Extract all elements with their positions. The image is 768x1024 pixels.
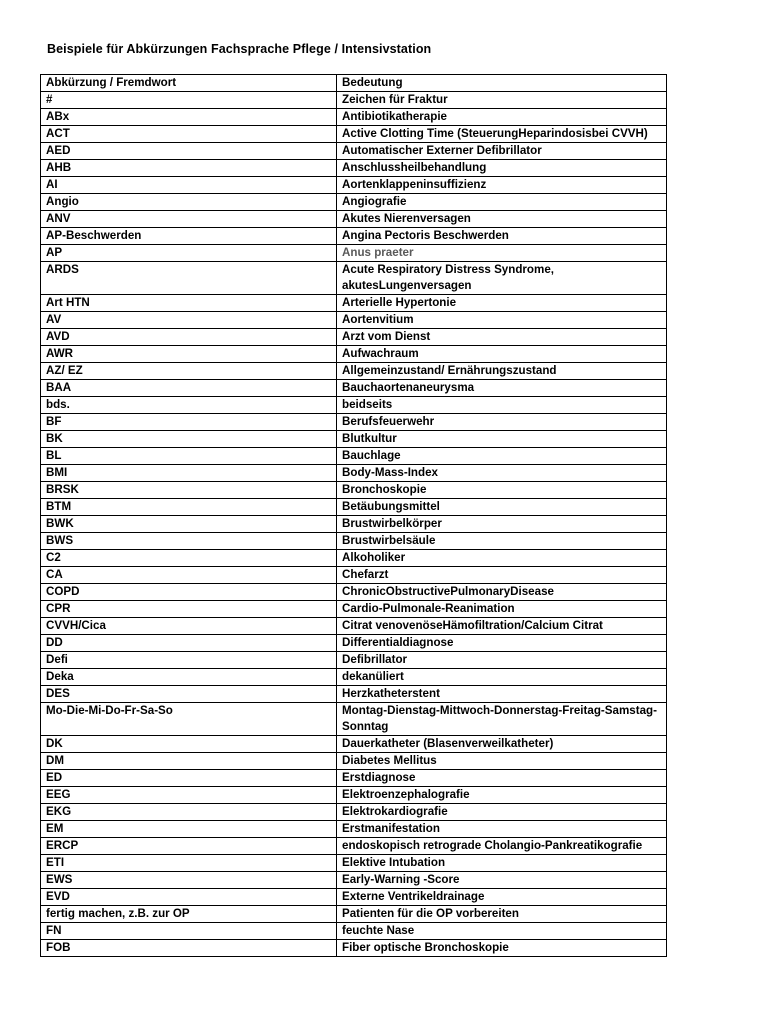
table-row xyxy=(41,618,667,635)
meaning-cell: Allgemeinzustand/ Ernährungszustand xyxy=(337,363,667,380)
abbreviation-cell: CA xyxy=(41,567,337,584)
abbreviation-cell: ED xyxy=(41,770,337,787)
abbreviation-cell: ARDS xyxy=(41,262,337,295)
meaning-cell: Brustwirbelkörper xyxy=(337,516,667,533)
meaning-cell: ChronicObstructivePulmonaryDisease xyxy=(337,584,667,601)
abbreviation-cell: BAA xyxy=(41,380,337,397)
meaning-cell: Herzkatheterstent xyxy=(337,686,667,703)
meaning-cell: Akutes Nierenversagen xyxy=(337,211,667,228)
table-row xyxy=(41,211,667,228)
abbreviation-cell: EVD xyxy=(41,889,337,906)
meaning-cell: Active Clotting Time (SteuerungHeparindosisbei CVVH) xyxy=(337,126,667,143)
table-row xyxy=(41,703,667,736)
abbreviation-cell: COPD xyxy=(41,584,337,601)
abbreviation-cell: AP xyxy=(41,245,337,262)
abbreviation-cell: FN xyxy=(41,923,337,940)
table-row xyxy=(41,872,667,889)
meaning-cell: Differentialdiagnose xyxy=(337,635,667,652)
table-row xyxy=(41,533,667,550)
abbreviation-cell: AV xyxy=(41,312,337,329)
meaning-cell: Patienten für die OP vorbereiten xyxy=(337,906,667,923)
table-row xyxy=(41,567,667,584)
table-row xyxy=(41,736,667,753)
table-row xyxy=(41,889,667,906)
table-row xyxy=(41,160,667,177)
meaning-cell: dekanüliert xyxy=(337,669,667,686)
abbreviation-cell: EKG xyxy=(41,804,337,821)
abbreviation-cell: Art HTN xyxy=(41,295,337,312)
meaning-cell: Bauchlage xyxy=(337,448,667,465)
table-row xyxy=(41,652,667,669)
meaning-cell: Body-Mass-Index xyxy=(337,465,667,482)
meaning-cell: Elektive Intubation xyxy=(337,855,667,872)
abbreviation-cell: BRSK xyxy=(41,482,337,499)
table-row xyxy=(41,177,667,194)
table-row xyxy=(41,312,667,329)
abbreviation-cell: AED xyxy=(41,143,337,160)
abbreviation-cell: ABx xyxy=(41,109,337,126)
abbreviation-cell: EEG xyxy=(41,787,337,804)
meaning-cell: Chefarzt xyxy=(337,567,667,584)
abbreviation-cell: bds. xyxy=(41,397,337,414)
abbreviation-cell: BMI xyxy=(41,465,337,482)
abbreviation-cell: EWS xyxy=(41,872,337,889)
table-row xyxy=(41,753,667,770)
abbreviation-cell: DM xyxy=(41,753,337,770)
table-header-row xyxy=(41,75,667,92)
meaning-cell: Dauerkatheter (Blasenverweilkatheter) xyxy=(337,736,667,753)
abbreviation-cell: FOB xyxy=(41,940,337,957)
meaning-cell: Fiber optische Bronchoskopie xyxy=(337,940,667,957)
abbreviation-cell: ACT xyxy=(41,126,337,143)
table-row xyxy=(41,228,667,245)
meaning-cell: Blutkultur xyxy=(337,431,667,448)
table-row xyxy=(41,550,667,567)
meaning-cell: Angina Pectoris Beschwerden xyxy=(337,228,667,245)
meaning-cell: Elektroenzephalografie xyxy=(337,787,667,804)
meaning-cell: Brustwirbelsäule xyxy=(337,533,667,550)
abbreviation-cell: BWS xyxy=(41,533,337,550)
table-row xyxy=(41,414,667,431)
meaning-cell: Erstdiagnose xyxy=(337,770,667,787)
meaning-cell: Diabetes Mellitus xyxy=(337,753,667,770)
meaning-cell: Aufwachraum xyxy=(337,346,667,363)
meaning-cell: Aortenvitium xyxy=(337,312,667,329)
abbreviation-cell: AZ/ EZ xyxy=(41,363,337,380)
meaning-cell: Externe Ventrikeldrainage xyxy=(337,889,667,906)
table-row xyxy=(41,635,667,652)
table-row xyxy=(41,516,667,533)
abbreviation-cell: AVD xyxy=(41,329,337,346)
table-row xyxy=(41,499,667,516)
table-row xyxy=(41,92,667,109)
meaning-cell: Anschlussheilbehandlung xyxy=(337,160,667,177)
meaning-cell: Betäubungsmittel xyxy=(337,499,667,516)
abbreviation-cell: BK xyxy=(41,431,337,448)
meaning-cell: Aortenklappeninsuffizienz xyxy=(337,177,667,194)
meaning-cell: Arterielle Hypertonie xyxy=(337,295,667,312)
meaning-cell: endoskopisch retrograde Cholangio-Pankreatikografie xyxy=(337,838,667,855)
meaning-cell: Automatischer Externer Defibrillator xyxy=(337,143,667,160)
abbreviation-cell: AI xyxy=(41,177,337,194)
abbreviation-cell: CVVH/Cica xyxy=(41,618,337,635)
table-row xyxy=(41,669,667,686)
table-row xyxy=(41,838,667,855)
meaning-cell: Bauchaortenaneurysma xyxy=(337,380,667,397)
table-row xyxy=(41,821,667,838)
meaning-cell: Berufsfeuerwehr xyxy=(337,414,667,431)
table-row xyxy=(41,295,667,312)
abbreviation-cell: C2 xyxy=(41,550,337,567)
abbreviation-cell: BL xyxy=(41,448,337,465)
meaning-cell: beidseits xyxy=(337,397,667,414)
meaning-cell: Bronchoskopie xyxy=(337,482,667,499)
table-row xyxy=(41,126,667,143)
meaning-cell: Angiografie xyxy=(337,194,667,211)
abbreviation-cell: Defi xyxy=(41,652,337,669)
abbreviation-cell: EM xyxy=(41,821,337,838)
abbreviation-cell: CPR xyxy=(41,601,337,618)
table-row xyxy=(41,363,667,380)
abbreviation-cell: # xyxy=(41,92,337,109)
table-row xyxy=(41,906,667,923)
meaning-cell: Arzt vom Dienst xyxy=(337,329,667,346)
abbreviation-cell: Angio xyxy=(41,194,337,211)
abbreviation-cell: DK xyxy=(41,736,337,753)
meaning-cell: Zeichen für Fraktur xyxy=(337,92,667,109)
table-row xyxy=(41,770,667,787)
table-row xyxy=(41,465,667,482)
meaning-cell: Erstmanifestation xyxy=(337,821,667,838)
abbreviation-cell: fertig machen, z.B. zur OP xyxy=(41,906,337,923)
abbreviation-cell: BTM xyxy=(41,499,337,516)
table-row xyxy=(41,855,667,872)
table-row xyxy=(41,601,667,618)
column-header-meaning: Bedeutung xyxy=(337,75,667,92)
abbreviation-cell: DES xyxy=(41,686,337,703)
table-row xyxy=(41,346,667,363)
meaning-cell: Defibrillator xyxy=(337,652,667,669)
table-row xyxy=(41,940,667,957)
abbreviation-table xyxy=(40,74,667,957)
abbreviation-cell: AWR xyxy=(41,346,337,363)
table-row xyxy=(41,109,667,126)
table-row xyxy=(41,245,667,262)
abbreviation-cell: Mo-Die-Mi-Do-Fr-Sa-So xyxy=(41,703,337,736)
table-row xyxy=(41,397,667,414)
abbreviation-cell: BF xyxy=(41,414,337,431)
meaning-cell: Antibiotikatherapie xyxy=(337,109,667,126)
table-row xyxy=(41,584,667,601)
table-row xyxy=(41,686,667,703)
meaning-cell: Citrat venovenöseHämofiltration/Calcium Citrat xyxy=(337,618,667,635)
table-row xyxy=(41,787,667,804)
table-row xyxy=(41,194,667,211)
abbreviation-cell: BWK xyxy=(41,516,337,533)
meaning-cell: Early-Warning -Score xyxy=(337,872,667,889)
abbreviation-cell: AHB xyxy=(41,160,337,177)
meaning-cell: Montag-Dienstag-Mittwoch-Donnerstag-Freitag-Samstag-Sonntag xyxy=(337,703,667,736)
table-row xyxy=(41,923,667,940)
abbreviation-cell: ETI xyxy=(41,855,337,872)
table-row xyxy=(41,804,667,821)
table-row xyxy=(41,482,667,499)
abbreviation-cell: ANV xyxy=(41,211,337,228)
meaning-cell: Anus praeter xyxy=(337,245,667,262)
meaning-cell: Alkoholiker xyxy=(337,550,667,567)
meaning-cell: Acute Respiratory Distress Syndrome, akutesLungenversagen xyxy=(337,262,667,295)
meaning-cell: Cardio-Pulmonale-Reanimation xyxy=(337,601,667,618)
column-header-abbreviation: Abkürzung / Fremdwort xyxy=(41,75,337,92)
table-row xyxy=(41,431,667,448)
abbreviation-cell: AP-Beschwerden xyxy=(41,228,337,245)
table-row xyxy=(41,329,667,346)
abbreviation-cell: DD xyxy=(41,635,337,652)
table-row xyxy=(41,448,667,465)
meaning-cell: Elektrokardiografie xyxy=(337,804,667,821)
abbreviation-cell: ERCP xyxy=(41,838,337,855)
abbreviation-cell: Deka xyxy=(41,669,337,686)
table-row xyxy=(41,143,667,160)
table-row xyxy=(41,262,667,295)
page-title: Beispiele für Abkürzungen Fachsprache Pflege / Intensivstation xyxy=(47,42,432,56)
table-row xyxy=(41,380,667,397)
meaning-cell: feuchte Nase xyxy=(337,923,667,940)
